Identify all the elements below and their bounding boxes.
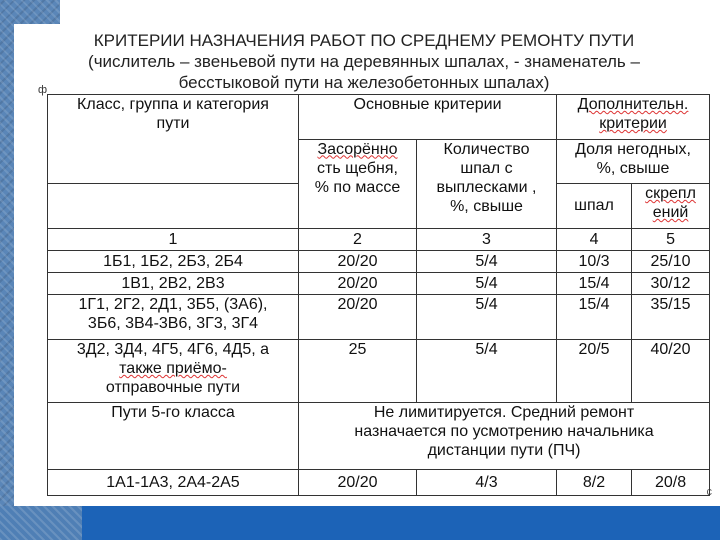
table-row — [48, 469, 710, 495]
header-row-1 — [48, 95, 710, 140]
row-value: 4/3 — [417, 469, 557, 495]
bottom-bar-stripe — [0, 506, 82, 540]
header-clog-line-2: сть щебня, — [317, 159, 398, 177]
title-line-3: бесстыковой пути на железобетонных шпалах) — [178, 73, 550, 92]
row-value: 25/10 — [632, 250, 710, 272]
row-value: 8/2 — [557, 469, 632, 495]
table-anchor-marker: ф — [38, 84, 48, 96]
header-fast-line-2: ений — [652, 204, 689, 222]
header-extra-line-2: критерии — [599, 115, 667, 132]
class5-note-line-2: назначается по усмотрению начальника — [354, 422, 654, 440]
table-end-marker: с — [706, 486, 712, 498]
column-number: 5 — [632, 228, 710, 250]
row-value: 20/20 — [299, 273, 417, 295]
table-row — [48, 339, 710, 402]
row-value: 10/3 — [557, 250, 632, 272]
row-value: 35/15 — [632, 295, 710, 340]
header-fasteners — [632, 184, 710, 229]
table-row — [48, 295, 710, 340]
header-unfit-line-1: Доля негодных, — [575, 140, 691, 158]
row-value: 20/8 — [632, 469, 710, 495]
row-track-classes-line-1: 1Г1, 2Г2, 2Д1, 3Б5, (3А6), — [78, 296, 268, 314]
header-class — [48, 95, 299, 184]
row-value: 40/20 — [632, 339, 710, 402]
table-row — [48, 273, 710, 295]
row-value: 5/4 — [417, 339, 557, 402]
header-class-line-1: Класс, группа и категория — [77, 96, 269, 113]
row-track-classes — [48, 295, 299, 340]
header-clog-line-3: % по массе — [314, 178, 401, 196]
decorative-bottom-bar — [0, 506, 720, 540]
title-line-2: (числитель – звеньевой пути на деревянных шпалах, - знаменатель – — [88, 52, 640, 71]
row-value: 5/4 — [417, 273, 557, 295]
header-ballast-clogging — [299, 139, 417, 228]
row-track-classes-line-3: отправочные пути — [105, 378, 241, 396]
row-track-classes — [48, 339, 299, 402]
slide-content — [14, 24, 714, 506]
column-number: 1 — [48, 228, 299, 250]
slide-title — [14, 30, 714, 93]
header-sleep-line-4: %, свыше — [450, 197, 523, 215]
header-extra-criteria — [557, 95, 710, 140]
class5-row — [48, 402, 710, 469]
table-row — [48, 250, 710, 272]
header-sleepers-splash — [417, 139, 557, 228]
row-track-classes: 1Б1, 1Б2, 2Б3, 2Б4 — [48, 250, 299, 272]
row-value: 5/4 — [417, 250, 557, 272]
header-empty-class — [48, 184, 299, 229]
row-value: 15/4 — [557, 295, 632, 340]
column-number: 3 — [417, 228, 557, 250]
column-number: 4 — [557, 228, 632, 250]
class5-note — [299, 402, 710, 469]
row-value: 20/20 — [299, 250, 417, 272]
header-sleepers: шпал — [557, 184, 632, 229]
class5-note-line-1: Не лимитируется. Средний ремонт — [373, 403, 635, 421]
row-track-classes: 1В1, 2В2, 2В3 — [48, 273, 299, 295]
row-value: 20/5 — [557, 339, 632, 402]
row-track-classes: 1А1-1А3, 2А4-2А5 — [48, 469, 299, 495]
row-value: 15/4 — [557, 273, 632, 295]
row-track-classes-line-1: 3Д2, 3Д4, 4Г5, 4Г6, 4Д5, а — [76, 340, 270, 358]
column-numbers-row — [48, 228, 710, 250]
class5-name: Пути 5-го класса — [48, 402, 299, 469]
header-clog-line-1: Засорённо — [317, 140, 398, 158]
header-extra-line-1: Дополнительн. — [577, 96, 689, 113]
row-value: 20/20 — [299, 469, 417, 495]
header-main-criteria: Основные критерии — [299, 95, 557, 140]
header-unfit-share — [557, 139, 710, 184]
row-track-classes-line-2: 3Б6, 3В4-3В6, 3Г3, 3Г4 — [87, 315, 259, 333]
header-fast-line-1: скрепл — [645, 185, 696, 203]
row-value: 30/12 — [632, 273, 710, 295]
row-track-classes-line-2: также приёмо- — [119, 359, 227, 377]
title-line-1: КРИТЕРИИ НАЗНАЧЕНИЯ РАБОТ ПО СРЕДНЕМУ РЕМОНТУ ПУТИ — [93, 31, 635, 50]
header-sleep-line-2: шпал с — [460, 159, 513, 177]
row-value: 5/4 — [417, 295, 557, 340]
column-number: 2 — [299, 228, 417, 250]
header-unfit-line-2: %, свыше — [596, 159, 670, 177]
criteria-table — [47, 94, 710, 496]
class5-note-line-3: дистанции пути (ПЧ) — [427, 441, 581, 459]
header-class-line-2: пути — [156, 115, 190, 132]
row-value: 25 — [299, 339, 417, 402]
header-sleep-line-1: Количество — [443, 140, 530, 158]
row-value: 20/20 — [299, 295, 417, 340]
header-sleep-line-3: выплесками , — [436, 178, 537, 196]
